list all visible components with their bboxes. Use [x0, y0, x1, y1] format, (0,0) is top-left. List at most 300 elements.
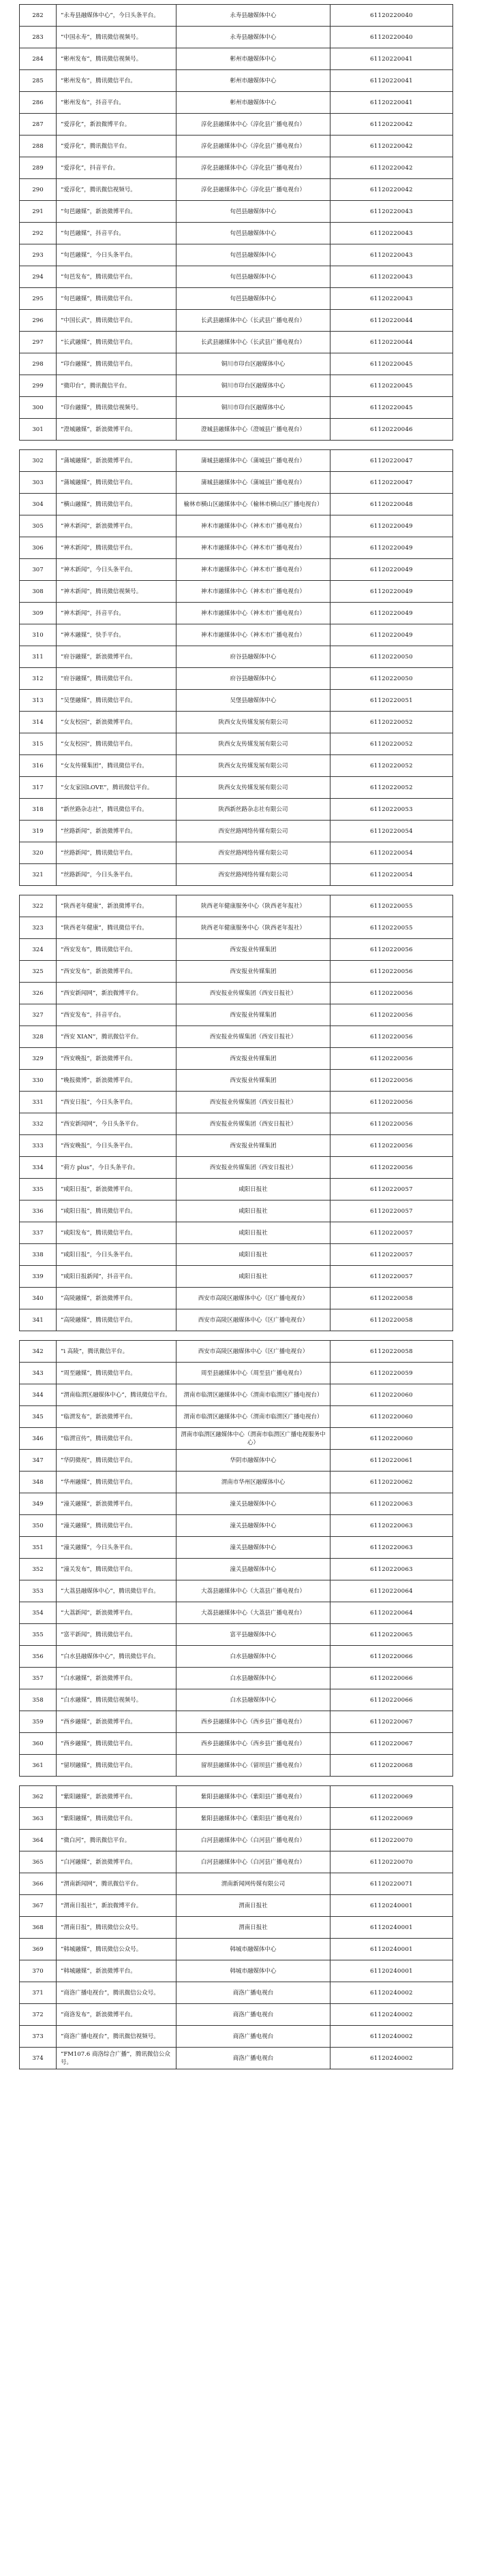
operator-name: 西安报业传媒集团（西安日报社） — [176, 1157, 330, 1179]
table-row — [20, 244, 453, 266]
account-name: “陕西老年健康”，腾讯微信平台。 — [57, 917, 176, 939]
row-number: 316 — [20, 755, 57, 777]
table-row — [20, 1428, 453, 1450]
account-name: “丝路新闻”，今日头条平台。 — [57, 864, 176, 886]
operator-name: 西安市高陵区融媒体中心（区广播电视台） — [176, 1341, 330, 1363]
account-name: “神木新闻”，抖音平台。 — [57, 603, 176, 624]
row-number: 357 — [20, 1668, 57, 1689]
account-name: “府谷融媒”，腾讯微信平台。 — [57, 668, 176, 690]
account-name: “印台融媒”，腾讯微信平台。 — [57, 353, 176, 375]
row-number: 334 — [20, 1157, 57, 1179]
row-number: 325 — [20, 961, 57, 983]
operator-name: 彬州市融媒体中心 — [176, 70, 330, 92]
operator-name: 咸阳日报社 — [176, 1222, 330, 1244]
gap-cell — [176, 1777, 330, 1786]
account-name: “大荔新闻”，新浪微博平台。 — [57, 1602, 176, 1624]
table-row — [20, 332, 453, 353]
row-number: 287 — [20, 114, 57, 136]
license-number: 61120220054 — [330, 842, 453, 864]
account-name: “西安发布”，新浪微博平台。 — [57, 961, 176, 983]
license-number: 61120220063 — [330, 1493, 453, 1515]
operator-name: 渭南日报社 — [176, 1917, 330, 1939]
license-number: 61120220057 — [330, 1266, 453, 1288]
operator-name: 白河县融媒体中心（白河县广播电视台） — [176, 1830, 330, 1851]
operator-name: 商洛广播电视台 — [176, 2048, 330, 2069]
operator-name: 白水县融媒体中心 — [176, 1646, 330, 1668]
license-number: 61120220045 — [330, 375, 453, 397]
row-number: 317 — [20, 777, 57, 799]
operator-name: 旬邑县融媒体中心 — [176, 288, 330, 310]
account-name: “咸阳日报”，新浪微博平台。 — [57, 1179, 176, 1200]
gap-cell — [20, 1777, 57, 1786]
license-number: 61120220040 — [330, 27, 453, 48]
row-number: 321 — [20, 864, 57, 886]
license-number: 61120220047 — [330, 472, 453, 494]
license-number: 61120220059 — [330, 1363, 453, 1384]
account-name: “i 高陵”，腾讯微信平台。 — [57, 1341, 176, 1363]
row-number: 327 — [20, 1004, 57, 1026]
license-number: 61120220041 — [330, 92, 453, 114]
operator-name: 咸阳日报社 — [176, 1266, 330, 1288]
license-number: 61120220041 — [330, 48, 453, 70]
account-name: “微白河”，腾讯微信平台。 — [57, 1830, 176, 1851]
table-row — [20, 1179, 453, 1200]
table-row — [20, 1092, 453, 1113]
account-name: “旬邑发布”，腾讯微信平台。 — [57, 266, 176, 288]
license-number: 61120220049 — [330, 515, 453, 537]
row-number: 353 — [20, 1580, 57, 1602]
license-number: 61120220044 — [330, 332, 453, 353]
table-row — [20, 624, 453, 646]
license-number: 61120220052 — [330, 777, 453, 799]
row-number: 314 — [20, 712, 57, 733]
account-name: “印台融媒”，腾讯微信视频号。 — [57, 397, 176, 419]
row-number: 346 — [20, 1428, 57, 1450]
row-number: 333 — [20, 1135, 57, 1157]
operator-name: 长武县融媒体中心（长武县广播电视台） — [176, 332, 330, 353]
operator-name: 陕西女友传媒发展有限公司 — [176, 777, 330, 799]
operator-name: 神木市融媒体中心（神木市广播电视台） — [176, 559, 330, 581]
operator-name: 西安丝路网络传媒有限公司 — [176, 864, 330, 886]
row-number: 319 — [20, 821, 57, 842]
row-number: 373 — [20, 2026, 57, 2048]
row-number: 347 — [20, 1450, 57, 1472]
account-name: “华州融媒”，腾讯微信平台。 — [57, 1472, 176, 1493]
account-name: “紫阳融媒”，新浪微博平台。 — [57, 1786, 176, 1808]
license-number: 61120220070 — [330, 1830, 453, 1851]
license-number: 61120220070 — [330, 1851, 453, 1873]
operator-name: 西安报业传媒集团（西安日报社） — [176, 1113, 330, 1135]
license-number: 61120220056 — [330, 983, 453, 1004]
license-number: 61120220065 — [330, 1624, 453, 1646]
table-row — [20, 821, 453, 842]
account-name: “商洛广播电视台”，腾讯微信视频号。 — [57, 2026, 176, 2048]
account-name: “白水县融媒体中心”，腾讯微信平台。 — [57, 1646, 176, 1668]
account-name: “韩城融媒”，腾讯微信公众号。 — [57, 1939, 176, 1960]
page-gap — [20, 886, 453, 895]
operator-name: 陕西女友传媒发展有限公司 — [176, 755, 330, 777]
license-number: 61120220042 — [330, 157, 453, 179]
row-number: 369 — [20, 1939, 57, 1960]
account-name: “蒲城融媒”，新浪微博平台。 — [57, 450, 176, 472]
operator-name: 富平县融媒体中心 — [176, 1624, 330, 1646]
table-row — [20, 1733, 453, 1755]
table-row — [20, 1450, 453, 1472]
license-number: 61120220056 — [330, 1092, 453, 1113]
license-number: 61120220066 — [330, 1646, 453, 1668]
table-row — [20, 1244, 453, 1266]
gap-cell — [330, 886, 453, 895]
license-number: 61120220043 — [330, 201, 453, 223]
operator-name: 神木市融媒体中心（神木市广播电视台） — [176, 581, 330, 603]
license-number: 61120220041 — [330, 70, 453, 92]
account-name: “西安 XIAN”，腾讯微信平台。 — [57, 1026, 176, 1048]
operator-name: 彬州市融媒体中心 — [176, 92, 330, 114]
table-row — [20, 939, 453, 961]
table-row — [20, 1135, 453, 1157]
license-number: 61120220064 — [330, 1580, 453, 1602]
account-name: “临渭宣传”，腾讯微信平台。 — [57, 1428, 176, 1450]
account-name: “神木新闻”，新浪微博平台。 — [57, 515, 176, 537]
operator-name: 彬州市融媒体中心 — [176, 48, 330, 70]
operator-name: 旬邑县融媒体中心 — [176, 201, 330, 223]
license-number: 61120220062 — [330, 1472, 453, 1493]
row-number: 286 — [20, 92, 57, 114]
gap-cell — [176, 1331, 330, 1341]
license-number: 61120220056 — [330, 1004, 453, 1026]
table-row — [20, 114, 453, 136]
account-name: “白水融媒”，腾讯微信视频号。 — [57, 1689, 176, 1711]
license-number: 61120220067 — [330, 1711, 453, 1733]
operator-name: 榆林市横山区融媒体中心（榆林市横山区广播电视台） — [176, 494, 330, 515]
operator-name: 永寿县融媒体中心 — [176, 5, 330, 27]
operator-name: 留坝县融媒体中心（留坝县广播电视台） — [176, 1755, 330, 1777]
operator-name: 西安报业传媒集团（西安日报社） — [176, 1026, 330, 1048]
gap-cell — [20, 1331, 57, 1341]
operator-name: 蒲城县融媒体中心（蒲城县广播电视台） — [176, 472, 330, 494]
operator-name: 商洛广播电视台 — [176, 1982, 330, 2004]
row-number: 289 — [20, 157, 57, 179]
account-name: “丝路新闻”，新浪微博平台。 — [57, 821, 176, 842]
license-number: 61120220066 — [330, 1668, 453, 1689]
license-number: 61120240001 — [330, 1960, 453, 1982]
row-number: 324 — [20, 939, 57, 961]
license-number: 61120220056 — [330, 1157, 453, 1179]
table-row — [20, 537, 453, 559]
license-number: 61120220049 — [330, 581, 453, 603]
account-name: “潼关融媒”，今日头条平台。 — [57, 1537, 176, 1559]
operator-name: 商洛广播电视台 — [176, 2004, 330, 2026]
account-name: “临渭发布”，新浪微博平台。 — [57, 1406, 176, 1428]
license-number: 61120220049 — [330, 624, 453, 646]
operator-name: 韩城市融媒体中心 — [176, 1939, 330, 1960]
operator-name: 白水县融媒体中心 — [176, 1689, 330, 1711]
account-name: “旬邑融媒”，抖音平台。 — [57, 223, 176, 244]
license-number: 61120240001 — [330, 1917, 453, 1939]
license-number: 61120220049 — [330, 537, 453, 559]
license-number: 61120220043 — [330, 266, 453, 288]
table-row — [20, 1363, 453, 1384]
account-name: “渭南日报”，腾讯微信公众号。 — [57, 1917, 176, 1939]
gap-cell — [20, 441, 57, 450]
license-number: 61120220063 — [330, 1537, 453, 1559]
license-number: 61120220054 — [330, 864, 453, 886]
account-name: “神木新闻”，腾讯微信视频号。 — [57, 581, 176, 603]
table-row — [20, 375, 453, 397]
table-row — [20, 397, 453, 419]
license-number: 61120220057 — [330, 1179, 453, 1200]
row-number: 323 — [20, 917, 57, 939]
operator-name: 吴堡县融媒体中心 — [176, 690, 330, 712]
table-row — [20, 712, 453, 733]
row-number: 298 — [20, 353, 57, 375]
gap-cell — [57, 1331, 176, 1341]
table-row — [20, 864, 453, 886]
row-number: 337 — [20, 1222, 57, 1244]
license-number: 61120240002 — [330, 2026, 453, 2048]
row-number: 282 — [20, 5, 57, 27]
row-number: 336 — [20, 1200, 57, 1222]
operator-name: 西安市高陵区融媒体中心（区广播电视台） — [176, 1288, 330, 1309]
table-row — [20, 1384, 453, 1406]
license-number: 61120220042 — [330, 179, 453, 201]
account-name: “吴堡融媒”，腾讯微信平台。 — [57, 690, 176, 712]
account-name: “神木新闻”，腾讯微信平台。 — [57, 537, 176, 559]
account-name: “陕西老年健康”，新浪微博平台。 — [57, 895, 176, 917]
account-name: “西安新闻网”，新浪微博平台。 — [57, 983, 176, 1004]
operator-name: 华阴市融媒体中心 — [176, 1450, 330, 1472]
operator-name: 白河县融媒体中心（白河县广播电视台） — [176, 1851, 330, 1873]
license-number: 61120220042 — [330, 136, 453, 157]
row-number: 299 — [20, 375, 57, 397]
table-row — [20, 1786, 453, 1808]
account-name: “西乡融媒”，腾讯微信平台。 — [57, 1733, 176, 1755]
gap-cell — [176, 441, 330, 450]
license-number: 61120220045 — [330, 353, 453, 375]
row-number: 344 — [20, 1384, 57, 1406]
license-number: 61120220066 — [330, 1689, 453, 1711]
table-row — [20, 1406, 453, 1428]
table-row — [20, 1580, 453, 1602]
operator-name: 白水县融媒体中心 — [176, 1668, 330, 1689]
table-row — [20, 1646, 453, 1668]
account-name: “富平新闻”，腾讯微信平台。 — [57, 1624, 176, 1646]
license-number: 61120240002 — [330, 2048, 453, 2069]
license-number: 61120220056 — [330, 939, 453, 961]
row-number: 293 — [20, 244, 57, 266]
operator-name: 潼关县融媒体中心 — [176, 1537, 330, 1559]
row-number: 315 — [20, 733, 57, 755]
table-row — [20, 1537, 453, 1559]
row-number: 358 — [20, 1689, 57, 1711]
row-number: 318 — [20, 799, 57, 821]
account-name: “西乡融媒”，新浪微博平台。 — [57, 1711, 176, 1733]
license-number: 61120220069 — [330, 1808, 453, 1830]
row-number: 349 — [20, 1493, 57, 1515]
account-name: “华阴微视”，腾讯微信平台。 — [57, 1450, 176, 1472]
account-name: “西安新闻网”，今日头条平台。 — [57, 1113, 176, 1135]
row-number: 365 — [20, 1851, 57, 1873]
account-name: “西安日报”，今日头条平台。 — [57, 1092, 176, 1113]
license-number: 61120220050 — [330, 646, 453, 668]
account-name: “女友传媒集团”，腾讯微信平台。 — [57, 755, 176, 777]
license-number: 61120220058 — [330, 1288, 453, 1309]
account-name: “白河融媒”，新浪微博平台。 — [57, 1851, 176, 1873]
row-number: 343 — [20, 1363, 57, 1384]
operator-name: 渭南日报社 — [176, 1895, 330, 1917]
license-number: 61120240001 — [330, 1895, 453, 1917]
table-row — [20, 1222, 453, 1244]
license-number: 61120220047 — [330, 450, 453, 472]
table-row — [20, 419, 453, 441]
row-number: 360 — [20, 1733, 57, 1755]
table-row — [20, 1939, 453, 1960]
license-number: 61120220063 — [330, 1515, 453, 1537]
account-name: “彬州发布”，腾讯微信视频号。 — [57, 48, 176, 70]
table-row — [20, 1309, 453, 1331]
account-name: “女友家园LOVE”，腾讯微信平台。 — [57, 777, 176, 799]
table-row — [20, 1808, 453, 1830]
row-number: 294 — [20, 266, 57, 288]
operator-name: 潼关县融媒体中心 — [176, 1559, 330, 1580]
license-number: 61120240001 — [330, 1939, 453, 1960]
account-name: “咸阳日报新闻”，抖音平台。 — [57, 1266, 176, 1288]
license-number: 61120220057 — [330, 1244, 453, 1266]
operator-name: 淳化县融媒体中心（淳化县广播电视台） — [176, 179, 330, 201]
account-name: “西安晚报”，新浪微博平台。 — [57, 1048, 176, 1070]
license-number: 61120220064 — [330, 1602, 453, 1624]
table-row — [20, 917, 453, 939]
row-number: 335 — [20, 1179, 57, 1200]
table-row — [20, 1602, 453, 1624]
license-number: 61120220049 — [330, 559, 453, 581]
row-number: 305 — [20, 515, 57, 537]
account-name: “澄城融媒”，新浪微博平台。 — [57, 419, 176, 441]
account-name: “西安发布”，抖音平台。 — [57, 1004, 176, 1026]
operator-name: 淳化县融媒体中心（淳化县广播电视台） — [176, 136, 330, 157]
operator-name: 西安丝路网络传媒有限公司 — [176, 821, 330, 842]
row-number: 322 — [20, 895, 57, 917]
row-number: 374 — [20, 2048, 57, 2069]
account-name: “神木新闻”，今日头条平台。 — [57, 559, 176, 581]
table-row — [20, 2048, 453, 2069]
license-number: 61120220056 — [330, 1113, 453, 1135]
account-name: “晚报微博”，新浪微博平台。 — [57, 1070, 176, 1092]
account-name: “周至融媒”，腾讯微信平台。 — [57, 1363, 176, 1384]
row-number: 332 — [20, 1113, 57, 1135]
row-number: 300 — [20, 397, 57, 419]
row-number: 297 — [20, 332, 57, 353]
license-number: 61120220046 — [330, 419, 453, 441]
row-number: 348 — [20, 1472, 57, 1493]
license-number: 61120220069 — [330, 1786, 453, 1808]
row-number: 308 — [20, 581, 57, 603]
operator-name: 渭南市临渭区融媒体中心（渭南市临渭区广播电视台） — [176, 1384, 330, 1406]
table-row — [20, 1515, 453, 1537]
row-number: 370 — [20, 1960, 57, 1982]
table-row — [20, 1004, 453, 1026]
gap-cell — [330, 1777, 453, 1786]
operator-name: 神木市融媒体中心（神木市广播电视台） — [176, 603, 330, 624]
gap-cell — [330, 441, 453, 450]
table-row — [20, 690, 453, 712]
row-number: 371 — [20, 1982, 57, 2004]
license-number: 61120220056 — [330, 1048, 453, 1070]
operator-name: 西安报业传媒集团（西安日报社） — [176, 983, 330, 1004]
row-number: 311 — [20, 646, 57, 668]
license-number: 61120220060 — [330, 1384, 453, 1406]
operator-name: 韩城市融媒体中心 — [176, 1960, 330, 1982]
row-number: 364 — [20, 1830, 57, 1851]
account-name: “潼关融媒”，新浪微博平台。 — [57, 1493, 176, 1515]
operator-name: 西安报业传媒集团 — [176, 1004, 330, 1026]
row-number: 320 — [20, 842, 57, 864]
account-name: “中国永寿”，腾讯微信视频号。 — [57, 27, 176, 48]
account-name: “彬州发布”，抖音平台。 — [57, 92, 176, 114]
row-number: 292 — [20, 223, 57, 244]
table-row — [20, 1472, 453, 1493]
operator-name: 渭南市华州区融媒体中心 — [176, 1472, 330, 1493]
row-number: 355 — [20, 1624, 57, 1646]
row-number: 290 — [20, 179, 57, 201]
account-name: “爱淳化”，腾讯微信平台。 — [57, 136, 176, 157]
row-number: 303 — [20, 472, 57, 494]
table-row — [20, 1711, 453, 1733]
license-number: 61120220057 — [330, 1200, 453, 1222]
account-name: “咸阳日报”，今日头条平台。 — [57, 1244, 176, 1266]
operator-name: 渭南市临渭区融媒体中心（渭南市临渭区广播电视台） — [176, 1406, 330, 1428]
table-row — [20, 70, 453, 92]
account-name: “微印台”，腾讯微信平台。 — [57, 375, 176, 397]
license-number: 61120220071 — [330, 1873, 453, 1895]
page-gap — [20, 1777, 453, 1786]
license-number: 61120220055 — [330, 895, 453, 917]
table-body — [20, 5, 453, 2069]
operator-name: 旬邑县融媒体中心 — [176, 266, 330, 288]
account-name: “长武融媒”，腾讯微信平台。 — [57, 332, 176, 353]
account-name: “潼关融媒”，腾讯微信平台。 — [57, 1515, 176, 1537]
table-row — [20, 472, 453, 494]
operator-name: 陕西女友传媒发展有限公司 — [176, 733, 330, 755]
operator-name: 淳化县融媒体中心（淳化县广播电视台） — [176, 157, 330, 179]
row-number: 350 — [20, 1515, 57, 1537]
row-number: 359 — [20, 1711, 57, 1733]
license-number: 61120220044 — [330, 310, 453, 332]
row-number: 351 — [20, 1537, 57, 1559]
table-row — [20, 1624, 453, 1646]
license-number: 61120220058 — [330, 1309, 453, 1331]
row-number: 341 — [20, 1309, 57, 1331]
license-number: 61120220061 — [330, 1450, 453, 1472]
table-row — [20, 1200, 453, 1222]
license-number: 61120220050 — [330, 668, 453, 690]
account-name: “旬邑融媒”，新浪微博平台。 — [57, 201, 176, 223]
account-name: “爱淳化”，新浪微博平台。 — [57, 114, 176, 136]
table-row — [20, 310, 453, 332]
table-row — [20, 92, 453, 114]
license-number: 61120220043 — [330, 288, 453, 310]
operator-name: 西乡县融媒体中心（西乡县广播电视台） — [176, 1733, 330, 1755]
row-number: 310 — [20, 624, 57, 646]
row-number: 362 — [20, 1786, 57, 1808]
license-number: 61120220052 — [330, 712, 453, 733]
license-number: 61120240002 — [330, 2004, 453, 2026]
table-row — [20, 961, 453, 983]
account-name: “紫阳融媒”，腾讯微信平台。 — [57, 1808, 176, 1830]
row-number: 368 — [20, 1917, 57, 1939]
table-row — [20, 603, 453, 624]
account-name: “旬邑融媒”，腾讯微信平台。 — [57, 288, 176, 310]
